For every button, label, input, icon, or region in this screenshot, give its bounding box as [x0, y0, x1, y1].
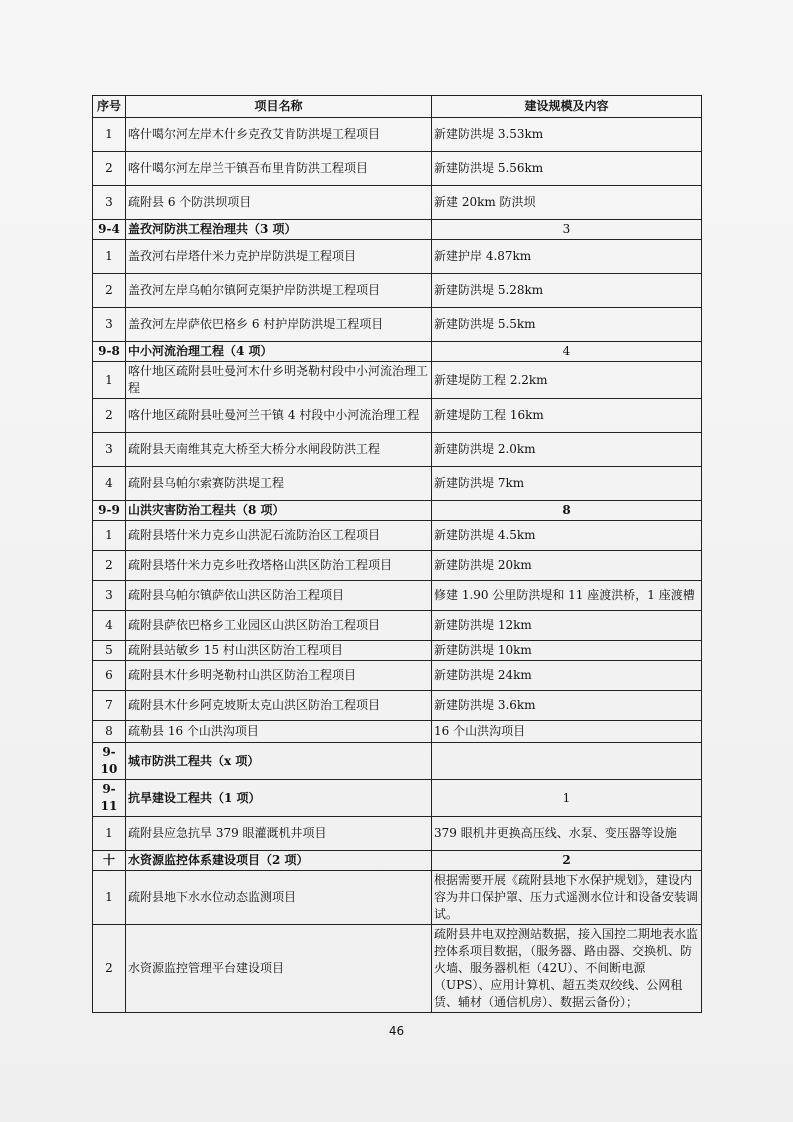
construction-scale: 新建防洪堤 5.56km [432, 152, 702, 186]
table-row [93, 871, 702, 925]
construction-scale: 新建堤防工程 16km [432, 399, 702, 433]
section-count: 8 [432, 501, 702, 521]
row-number: 4 [93, 467, 126, 501]
table-header-row [93, 96, 702, 118]
project-name: 疏附县应急抗旱 379 眼灌溉机井项目 [126, 817, 432, 851]
construction-scale: 新建 20km 防洪坝 [432, 186, 702, 220]
table-row [93, 399, 702, 433]
row-number: 5 [93, 641, 126, 661]
construction-scale: 新建防洪堤 3.6km [432, 691, 702, 721]
row-number: 2 [93, 925, 126, 1013]
row-number: 3 [93, 186, 126, 220]
table-row [93, 661, 702, 691]
section-title: 水资源监控体系建设项目（2 项） [126, 851, 432, 871]
row-number: 8 [93, 721, 126, 743]
table-row [93, 274, 702, 308]
section-row [93, 743, 702, 780]
section-row [93, 342, 702, 362]
construction-scale: 新建护岸 4.87km [432, 240, 702, 274]
row-number: 2 [93, 274, 126, 308]
row-number: 3 [93, 581, 126, 611]
construction-scale: 新建防洪堤 20km [432, 551, 702, 581]
construction-scale: 新建防洪堤 7km [432, 467, 702, 501]
row-number: 2 [93, 152, 126, 186]
construction-scale: 新建防洪堤 12km [432, 611, 702, 641]
section-title: 抗旱建设工程共（1 项） [126, 780, 432, 817]
project-name: 疏附县站敏乡 15 村山洪区防治工程项目 [126, 641, 432, 661]
table-body [93, 118, 702, 1013]
project-table [92, 95, 702, 1013]
table-row [93, 521, 702, 551]
project-name: 疏附县木什乡阿克坡斯太克山洪区防治工程项目 [126, 691, 432, 721]
project-name: 喀什噶尔河左岸木什乡克孜艾肯防洪堤工程项目 [126, 118, 432, 152]
table-row [93, 641, 702, 661]
row-number: 1 [93, 817, 126, 851]
project-name: 疏附县天南维其克大桥至大桥分水闸段防洪工程 [126, 433, 432, 467]
construction-scale: 新建防洪堤 5.28km [432, 274, 702, 308]
header-no: 序号 [93, 96, 126, 118]
project-name: 疏附县 6 个防洪坝项目 [126, 186, 432, 220]
project-name: 疏附县木什乡明尧勒村山洪区防治工程项目 [126, 661, 432, 691]
project-name: 喀什地区疏附县吐曼河兰干镇 4 村段中小河流治理工程 [126, 399, 432, 433]
project-name: 盖孜河右岸塔什米力克护岸防洪堤工程项目 [126, 240, 432, 274]
section-count [432, 743, 702, 780]
section-title: 中小河流治理工程（4 项） [126, 342, 432, 362]
section-row [93, 851, 702, 871]
construction-scale: 新建防洪堤 10km [432, 641, 702, 661]
row-number: 6 [93, 661, 126, 691]
construction-scale: 修建 1.90 公里防洪堤和 11 座渡洪桥，1 座渡槽 [432, 581, 702, 611]
table-row [93, 581, 702, 611]
table-row [93, 433, 702, 467]
section-count: 1 [432, 780, 702, 817]
section-title: 山洪灾害防治工程共（8 项） [126, 501, 432, 521]
row-number: 3 [93, 308, 126, 342]
table-row [93, 362, 702, 399]
construction-scale: 新建防洪堤 2.0km [432, 433, 702, 467]
construction-scale: 新建防洪堤 24km [432, 661, 702, 691]
row-number: 9-4 [93, 220, 126, 240]
project-name: 疏附县塔什米力克乡吐孜塔格山洪区防治工程项目 [126, 551, 432, 581]
section-count: 3 [432, 220, 702, 240]
section-title: 盖孜河防洪工程治理共（3 项） [126, 220, 432, 240]
section-row [93, 501, 702, 521]
project-name: 疏附县地下水水位动态监测项目 [126, 871, 432, 925]
section-title: 城市防洪工程共（x 项） [126, 743, 432, 780]
row-number: 7 [93, 691, 126, 721]
table-row [93, 817, 702, 851]
row-number: 1 [93, 240, 126, 274]
project-name: 喀什噶尔河左岸兰干镇吾布里肯防洪工程项目 [126, 152, 432, 186]
row-number: 3 [93, 433, 126, 467]
construction-scale: 379 眼机井更换高压线、水泵、变压器等设施 [432, 817, 702, 851]
table-row [93, 152, 702, 186]
table-row [93, 118, 702, 152]
section-row [93, 220, 702, 240]
table-row [93, 467, 702, 501]
header-scale-content: 建设规模及内容 [432, 96, 702, 118]
row-number: 2 [93, 551, 126, 581]
table-row [93, 240, 702, 274]
row-number: 1 [93, 118, 126, 152]
project-name: 盖孜河左岸萨依巴格乡 6 村护岸防洪堤工程项目 [126, 308, 432, 342]
project-name: 疏附县萨依巴格乡工业园区山洪区防治工程项目 [126, 611, 432, 641]
table-row [93, 551, 702, 581]
project-name: 盖孜河左岸乌帕尔镇阿克渠护岸防洪堤工程项目 [126, 274, 432, 308]
row-number: 十 [93, 851, 126, 871]
table-row [93, 925, 702, 1013]
project-name: 喀什地区疏附县吐曼河木什乡明尧勒村段中小河流治理工程 [126, 362, 432, 399]
row-number: 1 [93, 521, 126, 551]
section-count: 2 [432, 851, 702, 871]
construction-scale: 16 个山洪沟项目 [432, 721, 702, 743]
row-number: 1 [93, 871, 126, 925]
project-name: 疏附县塔什米力克乡山洪泥石流防治区工程项目 [126, 521, 432, 551]
project-name: 疏附县乌帕尔索赛防洪堤工程 [126, 467, 432, 501]
table-row [93, 691, 702, 721]
page-number: 46 [388, 1024, 405, 1038]
row-number: 9-11 [93, 780, 126, 817]
construction-scale: 新建防洪堤 3.53km [432, 118, 702, 152]
row-number: 1 [93, 362, 126, 399]
table-row [93, 308, 702, 342]
construction-scale: 新建防洪堤 4.5km [432, 521, 702, 551]
table-row [93, 186, 702, 220]
row-number: 2 [93, 399, 126, 433]
table-row [93, 611, 702, 641]
table-row [93, 721, 702, 743]
row-number: 9-10 [93, 743, 126, 780]
row-number: 4 [93, 611, 126, 641]
row-number: 9-9 [93, 501, 126, 521]
project-name: 疏勒县 16 个山洪沟项目 [126, 721, 432, 743]
project-name: 水资源监控管理平台建设项目 [126, 925, 432, 1013]
project-name: 疏附县乌帕尔镇萨依山洪区防治工程项目 [126, 581, 432, 611]
row-number: 9-8 [93, 342, 126, 362]
construction-scale: 根据需要开展《疏附县地下水保护规划》，建设内容为井口保护罩、压力式遥测水位计和设备安装调试。 [432, 871, 702, 925]
construction-scale: 疏附县井电双控测站数据，接入国控二期地表水监控体系项目数据，（服务器、路由器、交换机、防火墙、服务器机柜（42U）、不间断电源（UPS）、应用计算机、超五类双绞线、公网租赁、辅材（通信机房）、数据云备份）； [432, 925, 702, 1013]
header-project-name: 项目名称 [126, 96, 432, 118]
section-row [93, 780, 702, 817]
construction-scale: 新建堤防工程 2.2km [432, 362, 702, 399]
construction-scale: 新建防洪堤 5.5km [432, 308, 702, 342]
section-count: 4 [432, 342, 702, 362]
